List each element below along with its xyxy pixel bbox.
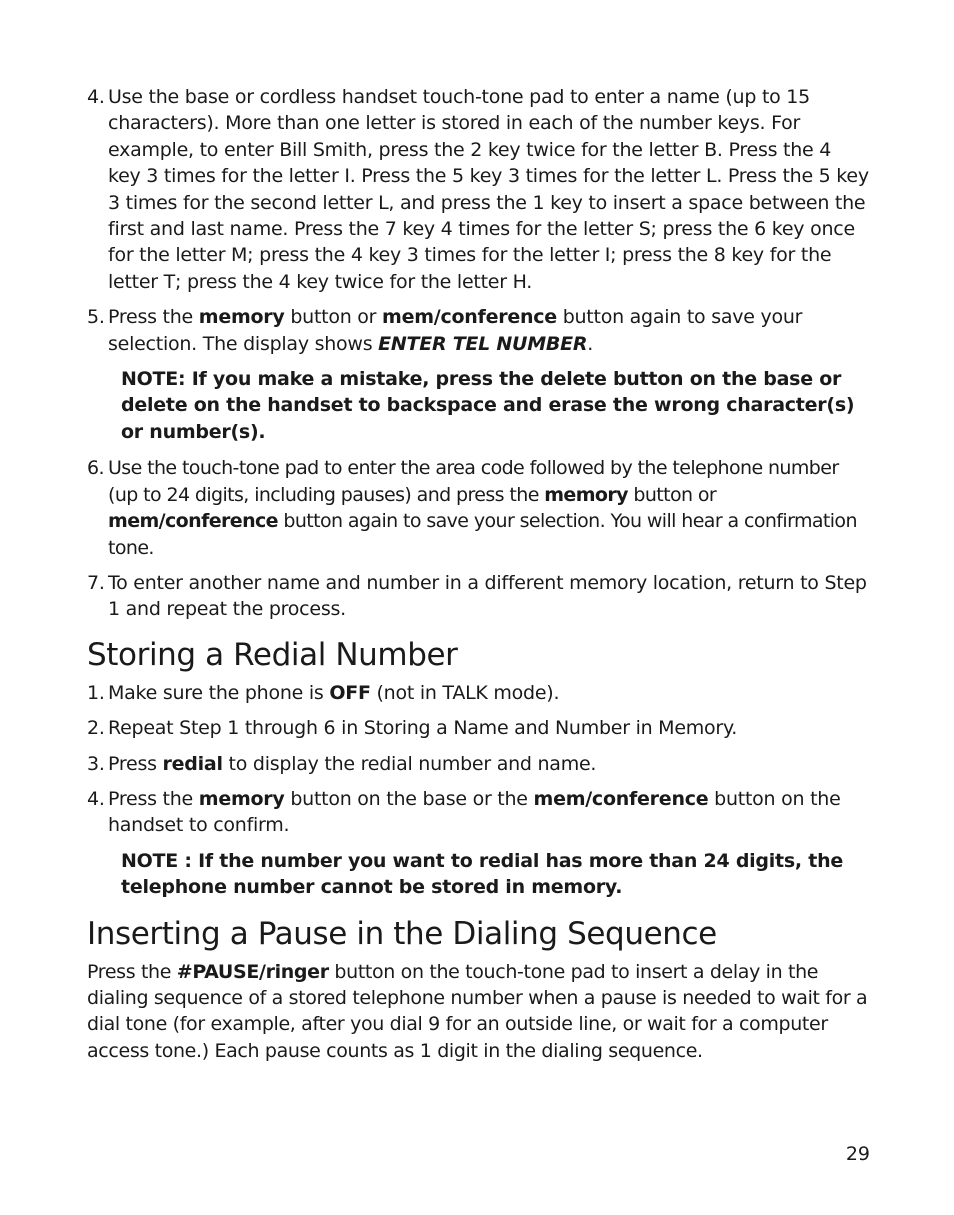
- text-run: Use the touch-tone pad to enter the area code followed by the telephone number (up to 24 digits, including pauses) and press the: [108, 457, 839, 506]
- step-text: [108, 753, 596, 775]
- section-redial: [87, 680, 869, 901]
- step-text: [108, 572, 867, 620]
- text-run: button on the handset to confirm.: [108, 787, 841, 837]
- list-item: [87, 786, 869, 839]
- step-text: [108, 86, 869, 293]
- text-run: Press the: [108, 306, 199, 329]
- emphasis-text: ENTER TEL NUMBER: [378, 332, 588, 355]
- text-run: (not in TALK mode).: [370, 681, 560, 704]
- text-run: Repeat Step 1 through 6 in Storing a Name and Number in Memory.: [108, 717, 738, 740]
- text-run: button on the touch-tone pad to insert a delay in the dialing sequence of a stored telephone number when a pause is needed to wait for a dial tone (for example, after you dial 9 for an outside line, or wait for a computer access tone.) Each pause counts as 1 digit in the dialing sequence.: [87, 960, 868, 1062]
- step-number: 3.: [87, 752, 105, 775]
- bold-term: memory: [544, 483, 628, 506]
- bold-term: #PAUSE/ringer: [176, 960, 329, 983]
- text-run: to display the redial number and name.: [222, 752, 597, 775]
- bold-term: memory: [198, 787, 285, 810]
- step-number: 5.: [87, 306, 105, 329]
- step-text: [108, 788, 841, 836]
- text-run: Use the base or cordless handset touch-tone pad to enter a name (up to 15 characters). More than one letter is stored in each of the number keys. For example, to enter Bill Smith, press the 2 key twice for the letter B. Press the 4 key 3 times for the letter I. Press the 5 key 3 times for the letter L. Press the 5 key 3 times for the second letter L, and press the 1 key to insert a space between the first and last name. Press the 7 key 4 times for the letter S; press the 6 key once for the letter M; press the 4 key 3 times for the letter I; press the 8 key for the letter T; press the 4 key twice for the letter H.: [108, 86, 869, 293]
- list-item: [87, 715, 869, 741]
- heading-inserting-pause: Inserting a Pause in the Dialing Sequence: [87, 915, 717, 952]
- step-text: [108, 717, 737, 739]
- text-run: button or: [627, 483, 717, 506]
- text-run: Press: [108, 752, 163, 775]
- bold-term: mem/conference: [108, 510, 278, 533]
- section-memory-steps: [87, 84, 869, 623]
- step-number: 4.: [87, 787, 105, 810]
- list-item: [87, 680, 869, 706]
- text-run: button or: [284, 306, 383, 329]
- list-item: [87, 84, 869, 295]
- text-run: Make sure the phone is: [108, 681, 330, 704]
- step-number: 6.: [87, 457, 104, 480]
- bold-term: OFF: [329, 681, 371, 704]
- step-number: 4.: [87, 86, 105, 108]
- text-run: Press the: [108, 787, 199, 810]
- step-text: [108, 682, 559, 704]
- step-text: [108, 457, 857, 558]
- step-number: 2.: [87, 717, 105, 740]
- bold-term: mem/conference: [533, 787, 709, 810]
- step-number: 7.: [87, 571, 105, 594]
- bold-term: redial: [162, 752, 223, 775]
- step-list-a: [87, 84, 869, 357]
- text-run: button on the base or the: [284, 787, 534, 810]
- note-redial-digits: NOTE : If the number you want to redial has more than 24 digits, the telephone number cannot be stored in memory.: [121, 849, 844, 899]
- text-run: Press the: [87, 960, 177, 983]
- step-text: [108, 306, 802, 354]
- list-item: [87, 751, 869, 777]
- list-item: [87, 304, 869, 357]
- page-number: 29: [845, 1143, 870, 1165]
- list-item: [87, 570, 869, 623]
- text-run: button again to save your selection. The display shows: [108, 306, 803, 355]
- step-list-b: [87, 455, 869, 622]
- text-run: .: [587, 332, 594, 355]
- note-delete: NOTE: If you make a mistake, press the delete button on the base or delete on the handset to backspace and erase the wrong character(s) or number(s).: [121, 368, 855, 443]
- step-number: 1.: [87, 681, 105, 704]
- bold-term: mem/conference: [382, 306, 557, 329]
- step-list-redial: [87, 680, 869, 839]
- text-run: To enter another name and number in a different memory location, return to Step 1 and repeat the process.: [108, 571, 867, 621]
- paragraph-pause: [87, 959, 869, 1065]
- manual-page: [87, 84, 869, 1064]
- heading-storing-redial: Storing a Redial Number: [87, 636, 458, 673]
- list-item: [87, 455, 869, 561]
- bold-term: memory: [198, 306, 285, 329]
- text-run: button again to save your selection. You will hear a confirmation tone.: [108, 510, 857, 559]
